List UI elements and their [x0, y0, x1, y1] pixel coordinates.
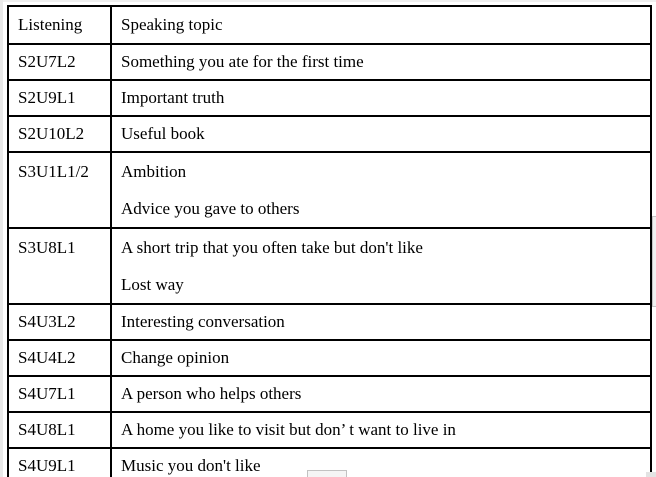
listening-code-cell: [8, 80, 111, 116]
table-row: [8, 44, 651, 80]
listening-code-cell: [8, 152, 111, 228]
speaking-topic-cell: [111, 228, 651, 304]
horizontal-scrollbar-thumb[interactable]: [307, 470, 347, 477]
listening-code-cell: [8, 376, 111, 412]
page-top-edge: [0, 0, 656, 2]
speaking-topic-text: Something you ate for the first time: [121, 52, 364, 71]
listening-code: S2U9L1: [18, 88, 76, 107]
listening-code-cell: [8, 412, 111, 448]
speaking-topic-text: A short trip that you often take but don't like: [121, 238, 423, 257]
listening-code-cell: [8, 340, 111, 376]
listening-code: S4U3L2: [18, 312, 76, 331]
speaking-topic-text: Ambition: [121, 162, 187, 181]
listening-code: S2U10L2: [18, 124, 85, 143]
listening-code: S3U1L1/2: [18, 162, 89, 181]
speaking-topic-text: Important truth: [121, 88, 225, 107]
listening-code: S4U7L1: [18, 384, 76, 403]
speaking-topic-cell: [111, 304, 651, 340]
table-row: [8, 376, 651, 412]
table-row: [8, 304, 651, 340]
table-row: [8, 80, 651, 116]
listening-code-cell: [8, 44, 111, 80]
speaking-topic-text: Interesting conversation: [121, 312, 285, 331]
listening-code: S4U4L2: [18, 348, 76, 367]
speaking-topic-header-cell: [111, 6, 651, 44]
table-row: [8, 412, 651, 448]
table-row: [8, 340, 651, 376]
speaking-topic-cell: [111, 80, 651, 116]
speaking-topic-cell: [111, 448, 651, 477]
table-row: [8, 152, 651, 228]
speaking-topic-text: Lost way: [121, 275, 184, 294]
table-body: [8, 6, 651, 477]
speaking-topic-text: A person who helps others: [121, 384, 302, 403]
table-row: [8, 116, 651, 152]
header-row: [8, 6, 651, 44]
page-left-edge: [0, 0, 3, 477]
speaking-topic-text: Change opinion: [121, 348, 230, 367]
listening-code-cell: [8, 448, 111, 477]
vertical-scrollbar-thumb[interactable]: [652, 216, 656, 307]
listening-code: S4U8L1: [18, 420, 76, 439]
listening-code-cell: [8, 116, 111, 152]
listening-code-cell: [8, 304, 111, 340]
listening-header-cell: [8, 6, 111, 44]
speaking-topic-cell: [111, 412, 651, 448]
speaking-topic-text: A home you like to visit but don’ t want to live in: [121, 420, 456, 439]
speaking-topic-cell: [111, 44, 651, 80]
speaking-topic-text: Useful book: [121, 124, 205, 143]
speaking-topic-text: Music you don't like: [121, 456, 261, 475]
table-row: [8, 228, 651, 304]
listening-code-cell: [8, 228, 111, 304]
speaking-topic-text: Advice you gave to others: [121, 199, 300, 218]
listening-speaking-table: [7, 5, 652, 477]
listening-code: S4U9L1: [18, 456, 76, 475]
speaking-topic-cell: [111, 152, 651, 228]
speaking-topic-cell: [111, 376, 651, 412]
speaking-topic-cell: [111, 340, 651, 376]
listening-code: S3U8L1: [18, 238, 76, 257]
speaking-topic-cell: [111, 116, 651, 152]
listening-header-label: Listening: [18, 15, 83, 34]
listening-code: S2U7L2: [18, 52, 76, 71]
scrollbar-corner: [646, 472, 656, 477]
speaking-topic-header-label: Speaking topic: [121, 15, 223, 34]
